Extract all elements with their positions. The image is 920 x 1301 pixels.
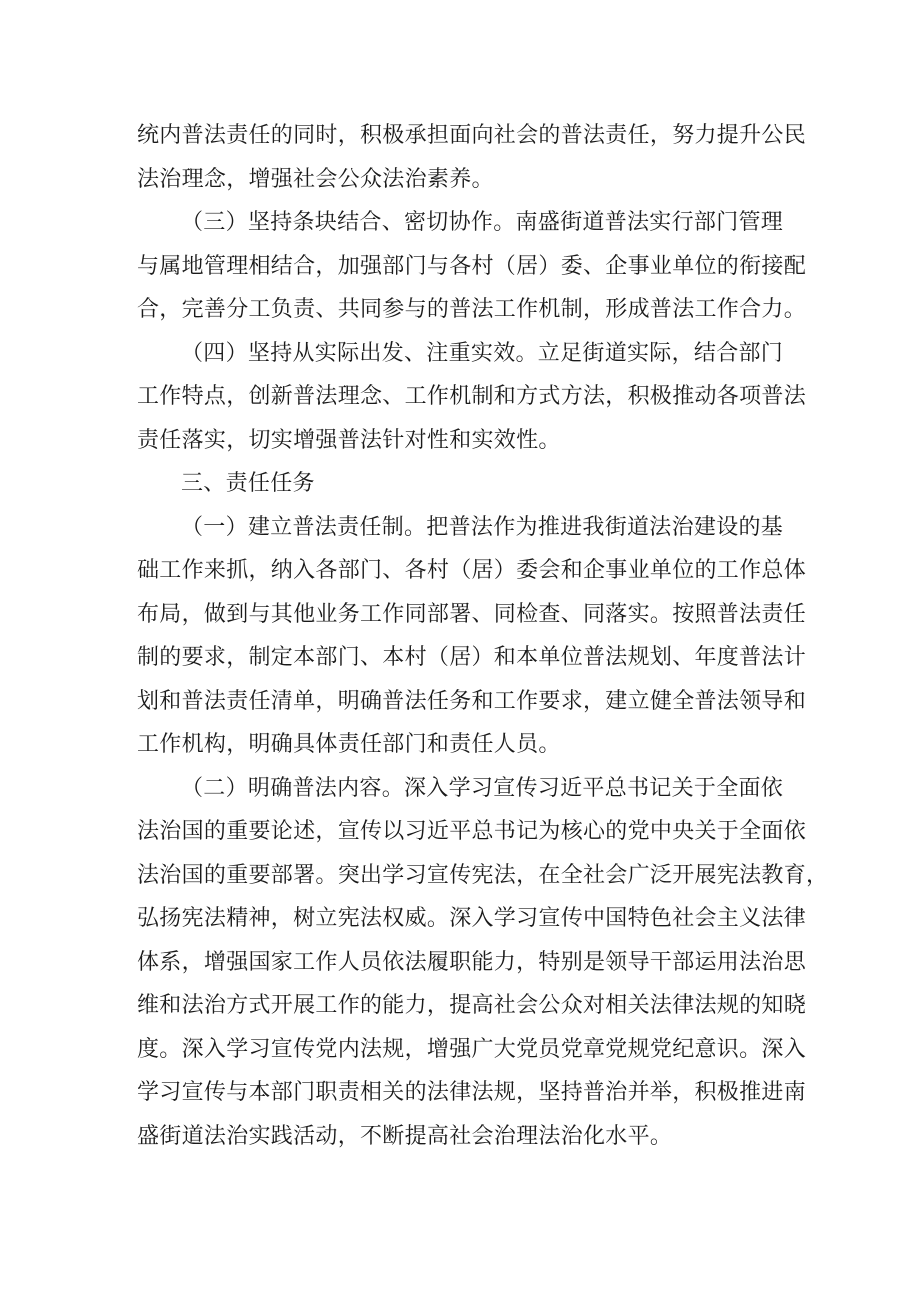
paragraph-line: 统内普法责任的同时，积极承担面向社会的普法责任，努力提升公民 [137,123,807,148]
paragraph-line: 弘扬宪法精神，树立宪法权威。深入学习宣传中国特色社会主义法律 [137,906,807,931]
paragraph-line: （四）坚持从实际出发、注重实效。立足街道实际，结合部门 [181,340,784,366]
paragraph-line: 法治理念，增强社会公众法治素养。 [137,166,494,192]
paragraph-line: 度。深入学习宣传党内法规，增强广大党员党章党规党纪意识。深入 [137,1036,807,1062]
paragraph-line: 法治国的重要论述，宣传以习近平总书记为核心的党中央关于全面依 [137,819,807,844]
paragraph-line: 与属地管理相结合，加强部门与各村（居）委、企事业单位的衔接配 [137,253,807,279]
paragraph-line: 责任落实，切实增强普法针对性和实效性。 [137,427,561,453]
paragraph-line: （二）明确普法内容。深入学习宣传习近平总书记关于全面依 [181,775,784,801]
paragraph-line: 工作机构，明确具体责任部门和责任人员。 [137,732,561,757]
paragraph-line: 盛街道法治实践活动，不断提高社会治理法治化水平。 [137,1123,673,1149]
paragraph-line: 布局，做到与其他业务工作同部署、同检查、同落实。按照普法责任 [137,601,807,627]
paragraph-line: （三）坚持条块结合、密切协作。南盛街道普法实行部门管理 [181,210,784,235]
paragraph-line: 维和法治方式开展工作的能力，提高社会公众对相关法律法规的知晓 [137,993,807,1018]
paragraph-line: 工作特点，创新普法理念、工作机制和方式方法，积极推动各项普法 [137,384,807,409]
paragraph-line: 法治国的重要部署。突出学习宣传宪法，在全社会广泛开展宪法教育， [137,862,829,888]
paragraph-line: 础工作来抓，纳入各部门、各村（居）委会和企事业单位的工作总体 [137,558,807,583]
document-body [137,114,829,1158]
paragraph-line: 划和普法责任清单，明确普法任务和工作要求，建立健全普法领导和 [137,688,807,714]
paragraph-line: 合，完善分工负责、共同参与的普法工作机制，形成普法工作合力。 [137,297,807,322]
paragraph-line: 制的要求，制定本部门、本村（居）和本单位普法规划、年度普法计 [137,645,807,670]
paragraph-line: （一）建立普法责任制。把普法作为推进我街道法治建设的基 [181,514,784,540]
paragraph-line: 体系，增强国家工作人员依法履职能力，特别是领导干部运用法治思 [137,949,807,975]
paragraph-line: 学习宣传与本部门职责相关的法律法规，坚持普治并举，积极推进南 [137,1080,807,1105]
section-heading: 三、责任任务 [181,471,315,496]
